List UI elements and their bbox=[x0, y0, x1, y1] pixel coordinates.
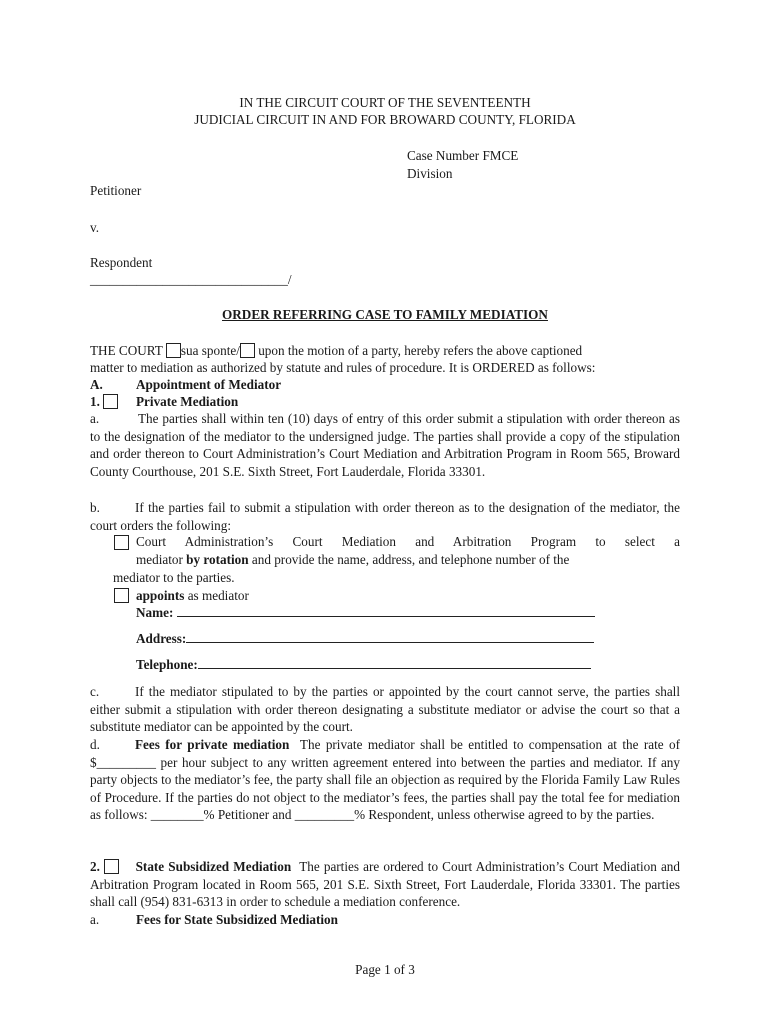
caption-rule: ______________________________/ bbox=[90, 272, 292, 287]
private-c-letter: c. bbox=[90, 684, 100, 699]
mediator-address-field[interactable] bbox=[136, 630, 594, 648]
state-number: 2. bbox=[90, 859, 100, 874]
rotation-line2 bbox=[136, 551, 569, 569]
state-title: State Subsidized Mediation bbox=[135, 859, 292, 874]
rotation-line1: Court Administration’s Court Mediation and Arbitration Program to select a bbox=[136, 534, 680, 549]
rotation-checkbox[interactable] bbox=[114, 535, 129, 550]
private-mediation-title: Private Mediation bbox=[136, 394, 239, 409]
state-mediation-paragraph bbox=[90, 858, 680, 911]
division-label: Division bbox=[407, 166, 453, 181]
private-mediation-number bbox=[90, 393, 118, 411]
state-text: The parties are ordered to Court Administration’s Court Mediation and Arbitration Program located in Room 565, 201 S.E. Sixth Street, Fort Lauderdale, Florida 33301. The parties shall call (954) 831-6313 in order to schedule a mediation conference. bbox=[90, 859, 680, 909]
the-court-text: THE COURT bbox=[90, 343, 163, 358]
section-a-title: Appointment of Mediator bbox=[136, 377, 282, 392]
section-a-letter: A. bbox=[90, 377, 103, 392]
private-a-letter: a. bbox=[90, 411, 100, 426]
private-b-letter: b. bbox=[90, 500, 100, 515]
sua-sponte-text: sua sponte/ bbox=[180, 343, 240, 358]
sua-sponte-checkbox[interactable] bbox=[166, 343, 181, 358]
name-label: Name: bbox=[136, 605, 174, 620]
rotation-line3: mediator to the parties. bbox=[113, 570, 235, 585]
private-d-letter: d. bbox=[90, 737, 100, 752]
private-a-text: The parties shall within ten (10) days of entry of this order submit a stipulation with order thereon as to the designation of the mediator to the undersigned judge. The parties shall provide a copy of the stipulation and order thereon to Court Administration’s Court Mediation and Arbitration Program in Room 565, Broward County Courthouse, 201 S.E. Sixth Street, Fort Lauderdale, Florida 33301. bbox=[90, 411, 680, 479]
court-name-line1: IN THE CIRCUIT COURT OF THE SEVENTEENTH bbox=[239, 95, 531, 110]
telephone-blank[interactable] bbox=[198, 656, 591, 669]
state-a-letter: a. bbox=[90, 912, 100, 927]
upon-motion-text: upon the motion of a party, hereby refers the above captioned bbox=[258, 343, 583, 358]
address-label: Address: bbox=[136, 631, 187, 646]
telephone-label: Telephone: bbox=[136, 657, 198, 672]
rotation-post: and provide the name, address, and telephone number of the bbox=[248, 552, 570, 567]
mediator-telephone-field[interactable] bbox=[136, 656, 591, 674]
private-mediation-checkbox[interactable] bbox=[103, 394, 118, 409]
state-mediation-checkbox[interactable] bbox=[104, 859, 119, 874]
private-d-text: The private mediator shall be entitled to compensation at the rate of $_________ per hour subject to any written agreement entered into between the parties and mediator. If any party objects to the mediator’s fee, the party shall file an objection as required by the Florida Family Law Rules of Procedure. If the parties do not object to the mediator’s fees, the parties shall pay the total fee for mediation as follows: ________% Petitioner and _________% Respondent, unless otherwise agreed to by the parties. bbox=[90, 737, 680, 822]
versus-label: v. bbox=[90, 220, 100, 235]
rotation-pre: mediator bbox=[136, 552, 187, 567]
order-title: ORDER REFERRING CASE TO FAMILY MEDIATION bbox=[222, 307, 548, 322]
state-a-title: Fees for State Subsidized Mediation bbox=[136, 912, 338, 927]
petitioner-label: Petitioner bbox=[90, 183, 142, 198]
address-blank[interactable] bbox=[186, 630, 594, 643]
private-d-title: Fees for private mediation bbox=[135, 737, 290, 752]
appoints-line bbox=[136, 587, 249, 605]
private-b-text: If the parties fail to submit a stipulation with order thereon as to the designation of the mediator, the court orders the following: bbox=[90, 500, 680, 533]
rotation-bold: by rotation bbox=[186, 552, 249, 567]
name-blank[interactable] bbox=[177, 604, 595, 617]
private-c-text: If the mediator stipulated to by the parties or appointed by the court cannot serve, the parties shall either submit a stipulation with order thereon designating a substitute mediator or advise the court so that a substitute mediator can be appointed by the court. bbox=[90, 684, 680, 734]
appoints-checkbox[interactable] bbox=[114, 588, 129, 603]
mediator-name-field[interactable] bbox=[136, 604, 595, 622]
respondent-label: Respondent bbox=[90, 255, 153, 270]
court-name-line2: JUDICIAL CIRCUIT IN AND FOR BROWARD COUNTY, FLORIDA bbox=[194, 112, 576, 127]
upon-motion-checkbox[interactable] bbox=[240, 343, 255, 358]
appoints-bold: appoints bbox=[136, 588, 185, 603]
private-d-paragraph bbox=[90, 736, 680, 824]
intro-line1 bbox=[90, 342, 680, 360]
private-number-text: 1. bbox=[90, 394, 100, 409]
intro-line2: matter to mediation as authorized by statute and rules of procedure. It is ORDERED as follows: bbox=[90, 360, 596, 375]
appoints-post: as mediator bbox=[184, 588, 249, 603]
page-number: Page 1 of 3 bbox=[355, 962, 415, 977]
case-number-label: Case Number FMCE bbox=[407, 148, 519, 163]
